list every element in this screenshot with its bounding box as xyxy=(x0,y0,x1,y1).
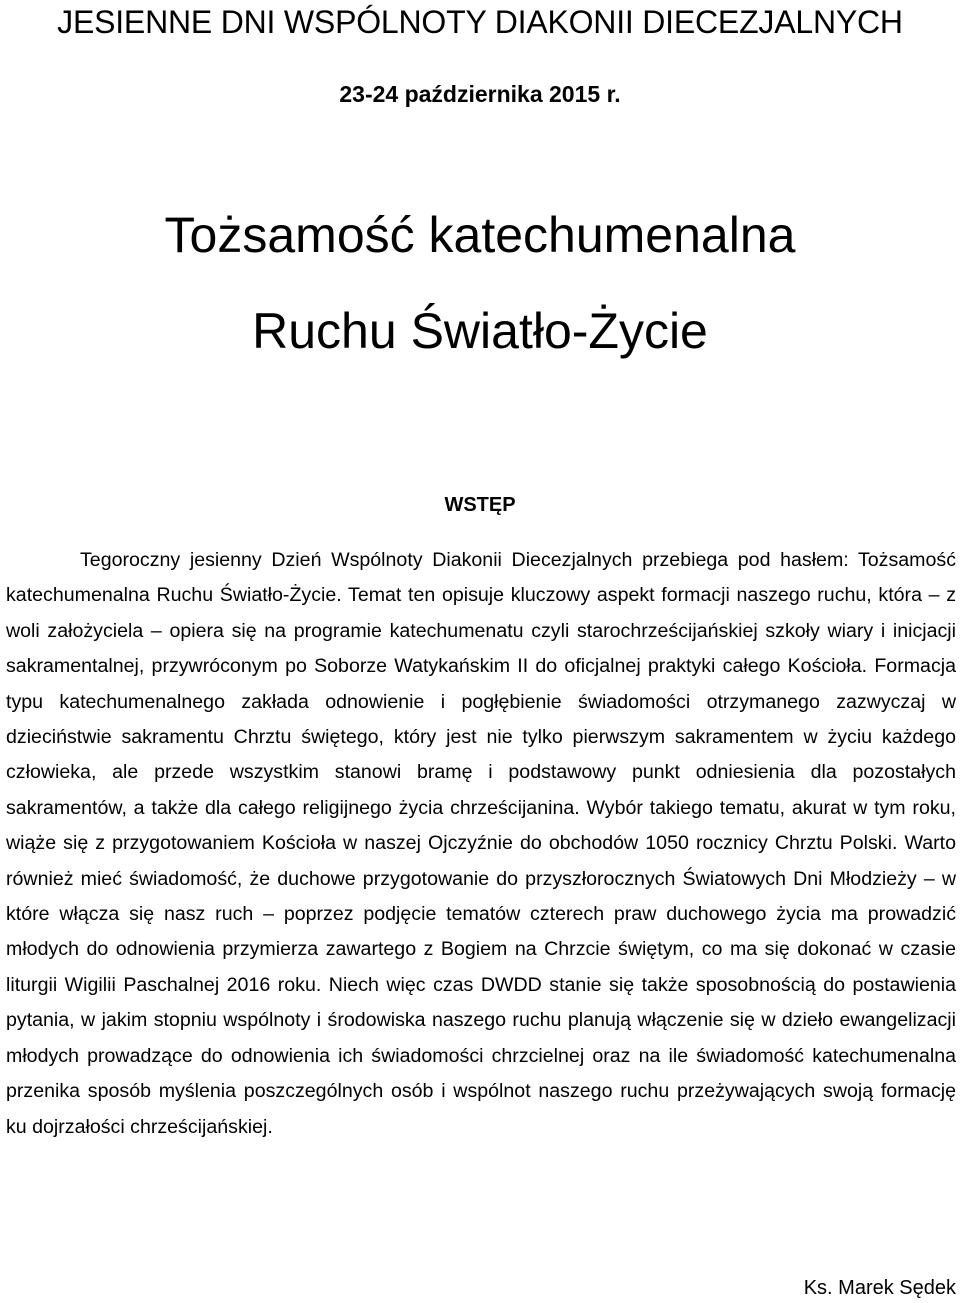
section-heading-introduction: WSTĘP xyxy=(444,494,516,516)
introduction-paragraph: Tegoroczny jesienny Dzień Wspólnoty Diakonii Diecezjalnych przebiega pod hasłem: Tożsamość katechumenalna Ruchu Światło-Życie. Temat ten opisuje kluczowy aspekt formacji naszego ruchu, która – z woli założyciela – opiera się na programie katechumenatu czyli starochrześcijańskiej szkoły wiary i inicjacji sakramentalnej, przywróconym po Soborze Watykańskim II do oficjalnej praktyki całego Kościoła. Formacja typu katechumenalnego zakłada odnowienie i pogłębienie świadomości otrzymanego zazwyczaj w dzieciństwie sakramentu Chrztu świętego, który jest nie tylko pierwszym sakramentem w życiu każdego człowieka, ale przede wszystkim stanowi bramę i podstawowy punkt odniesienia dla pozostałych sakramentów, a także dla całego religijnego życia chrześcijanina. Wybór takiego tematu, akurat w tym roku, wiąże się z przygotowaniem Kościoła w naszej Ojczyźnie do obchodów 1050 rocznicy Chrztu Polski. Warto również mieć świadomość, że duchowe przygotowanie do przyszłorocznych Światowych Dni Młodzieży – w które włącza się nasz ruch – poprzez podjęcie tematów czterech praw duchowego życia ma prowadzić młodych do odnowienia przymierza zawartego z Bogiem na Chrzcie świętym, co ma się dokonać w czasie liturgii Wigilii Paschalnej 2016 roku. Niech więc czas DWDD stanie się także sposobnością do postawienia pytania, w jakim stopniu wspólnoty i środowiska naszego ruchu planują włączenie się w dzieło ewangelizacji młodych prowadzące do odnowienia ich świadomości chrzcielnej oraz na ile świadomość katechumenalna przenika sposób myślenia poszczególnych osób i wspólnot naszego ruchu przeżywających swoją formację ku dojrzałości chrześcijańskiej. xyxy=(6,549,956,1138)
event-date: 23-24 października 2015 r. xyxy=(339,81,621,107)
document-title-line1: Tożsamość katechumenalna xyxy=(164,207,796,263)
document-title-line2: Ruchu Światło-Życie xyxy=(252,303,708,359)
event-header-title: JESIENNE DNI WSPÓLNOTY DIAKONII DIECEZJALNYCH xyxy=(57,4,903,40)
author-signature: Ks. Marek Sędek xyxy=(803,1277,956,1299)
